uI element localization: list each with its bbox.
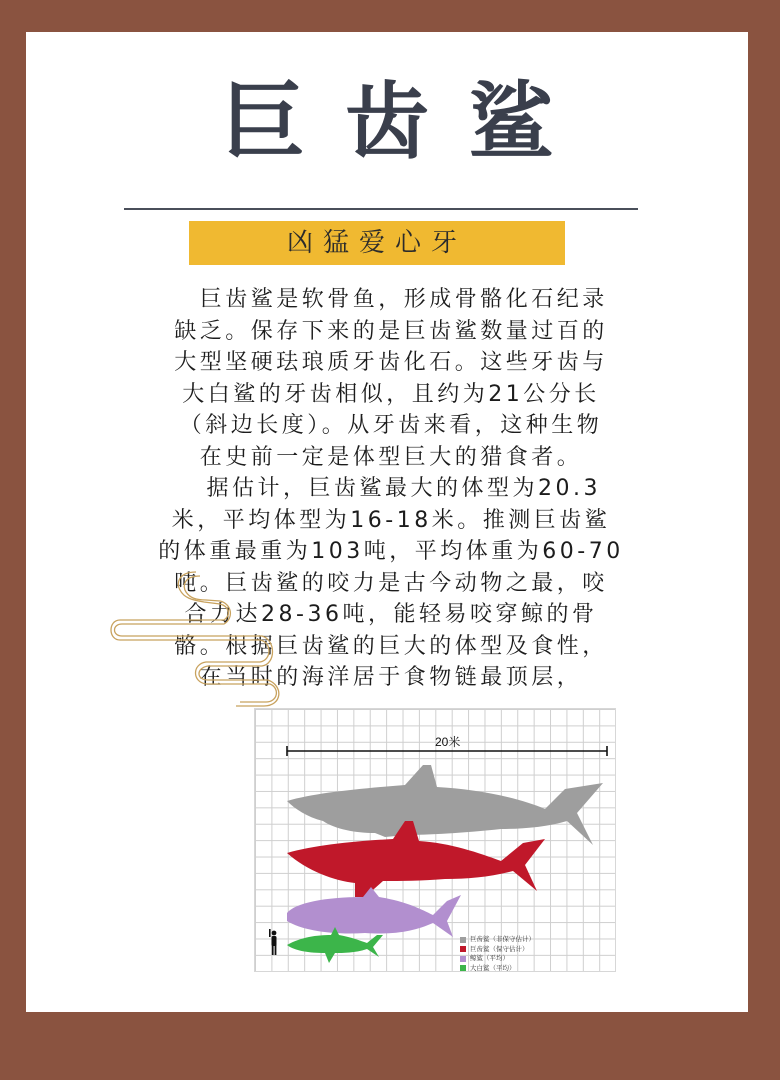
- legend-item: [460, 935, 535, 945]
- text-line: （斜边长度）。从牙齿来看，这种生物: [179, 413, 603, 438]
- text-line: 的体重最重为103吨，平均体重为60-70: [158, 539, 624, 564]
- text-line: 大白鲨的牙齿相似，且约为21公分长: [182, 381, 600, 407]
- body-text: [126, 284, 656, 694]
- poster-page: [26, 32, 748, 1012]
- page-title: 巨齿鲨: [220, 72, 593, 171]
- megalodon-silhouette-icon: [287, 821, 545, 897]
- legend-swatch-icon: [460, 965, 466, 971]
- paragraph-2: [126, 473, 656, 694]
- legend-swatch-icon: [460, 946, 466, 952]
- legend-label: 巨齿鲨（非保守估计）: [470, 935, 535, 943]
- legend-item: [460, 964, 535, 974]
- legend-label: 大白鲨（平均）: [470, 963, 516, 972]
- legend-item: [460, 954, 535, 964]
- text-line: 据估计，巨齿鲨最大的体型为20.3: [181, 476, 601, 501]
- scale-bar-label: 20米: [435, 735, 461, 749]
- shark-size-comparison-chart: [254, 708, 616, 972]
- legend-item: [460, 945, 535, 955]
- legend-label: 鲸鲨（平均）: [470, 954, 509, 962]
- text-line: 在史前一定是体型巨大的猎食者。: [199, 444, 583, 470]
- legend-swatch-icon: [460, 937, 466, 943]
- legend-swatch-icon: [460, 956, 466, 962]
- paragraph-1: [126, 284, 656, 473]
- whale-shark-silhouette-icon: [287, 887, 461, 937]
- legend-label: 巨齿鲨（保守估计）: [470, 944, 529, 953]
- subtitle-text: 凶猛爱心牙: [286, 228, 467, 258]
- text-line: 在当时的海洋居于食物链最顶层，: [199, 665, 583, 690]
- text-line: 巨齿鲨是软骨鱼，形成骨骼化石纪录: [174, 287, 608, 312]
- text-line: 合力达28-36吨，能轻易咬穿鲸的骨: [184, 602, 598, 627]
- human-silhouette-icon: [269, 929, 277, 955]
- text-line: 缺乏。保存下来的是巨齿鲨数量过百的: [174, 318, 608, 344]
- megalodon-large-silhouette-icon: [287, 765, 603, 845]
- subtitle-banner: [189, 221, 565, 265]
- text-line: 吨。巨齿鲨的咬力是古今动物之最，咬: [174, 570, 608, 596]
- text-line: 骼。根据巨齿鲨的巨大的体型及食性，: [174, 633, 608, 659]
- text-line: 米，平均体型为16-18米。推测巨齿鲨: [171, 507, 611, 533]
- title-divider: [124, 208, 638, 210]
- text-line: 大型坚硬珐琅质牙齿化石。这些牙齿与: [174, 350, 608, 375]
- chart-legend: [460, 935, 535, 973]
